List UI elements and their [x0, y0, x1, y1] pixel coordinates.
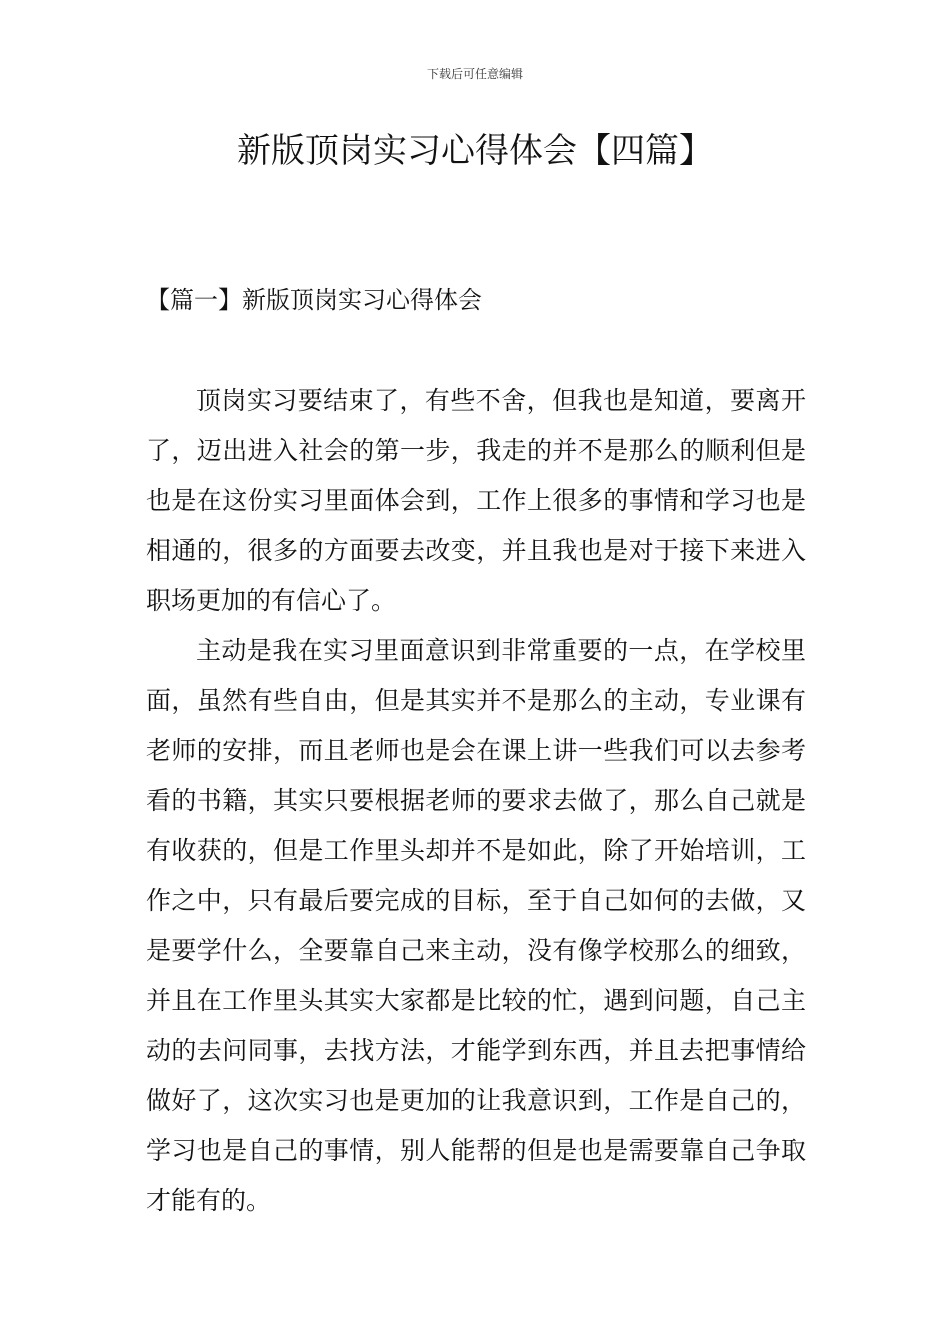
document-title: 新版顶岗实习心得体会【四篇】	[237, 131, 713, 171]
paragraph-2: 主动是我在实习里面意识到非常重要的一点，在学校里面，虽然有些自由，但是其实并不是那么的主动，专业课有老师的安排，而且老师也是会在课上讲一些我们可以去参考看的书籍，其实只要根据老师的要求去做了，那么自己就是有收获的，但是工作里头却并不是如此，除了开始培训，工作之中，只有最后要完成的目标，至于自己如何的去做，又是要学什么，全要靠自己来主动，没有像学校那么的细致，并且在工作里头其实大家都是比较的忙，遇到问题，自己主动的去问同事，去找方法，才能学到东西，并且去把事情给做好了，这次实习也是更加的让我意识到，工作是自己的，学习也是自己的事情，别人能帮的但是也是需要靠自己争取才能有的。	[146, 636, 806, 1215]
header-note: 下载后可任意编辑	[426, 67, 523, 81]
section-heading: 【篇一】新版顶岗实习心得体会	[146, 286, 482, 314]
paragraph-1: 顶岗实习要结束了，有些不舍，但我也是知道，要离开了，迈出进入社会的第一步，我走的并不是那么的顺利但是也是在这份实习里面体会到，工作上很多的事情和学习也是相通的，很多的方面要去改变，并且我也是对于接下来进入职场更加的有信心了。	[146, 386, 806, 615]
document-body	[146, 376, 806, 1226]
